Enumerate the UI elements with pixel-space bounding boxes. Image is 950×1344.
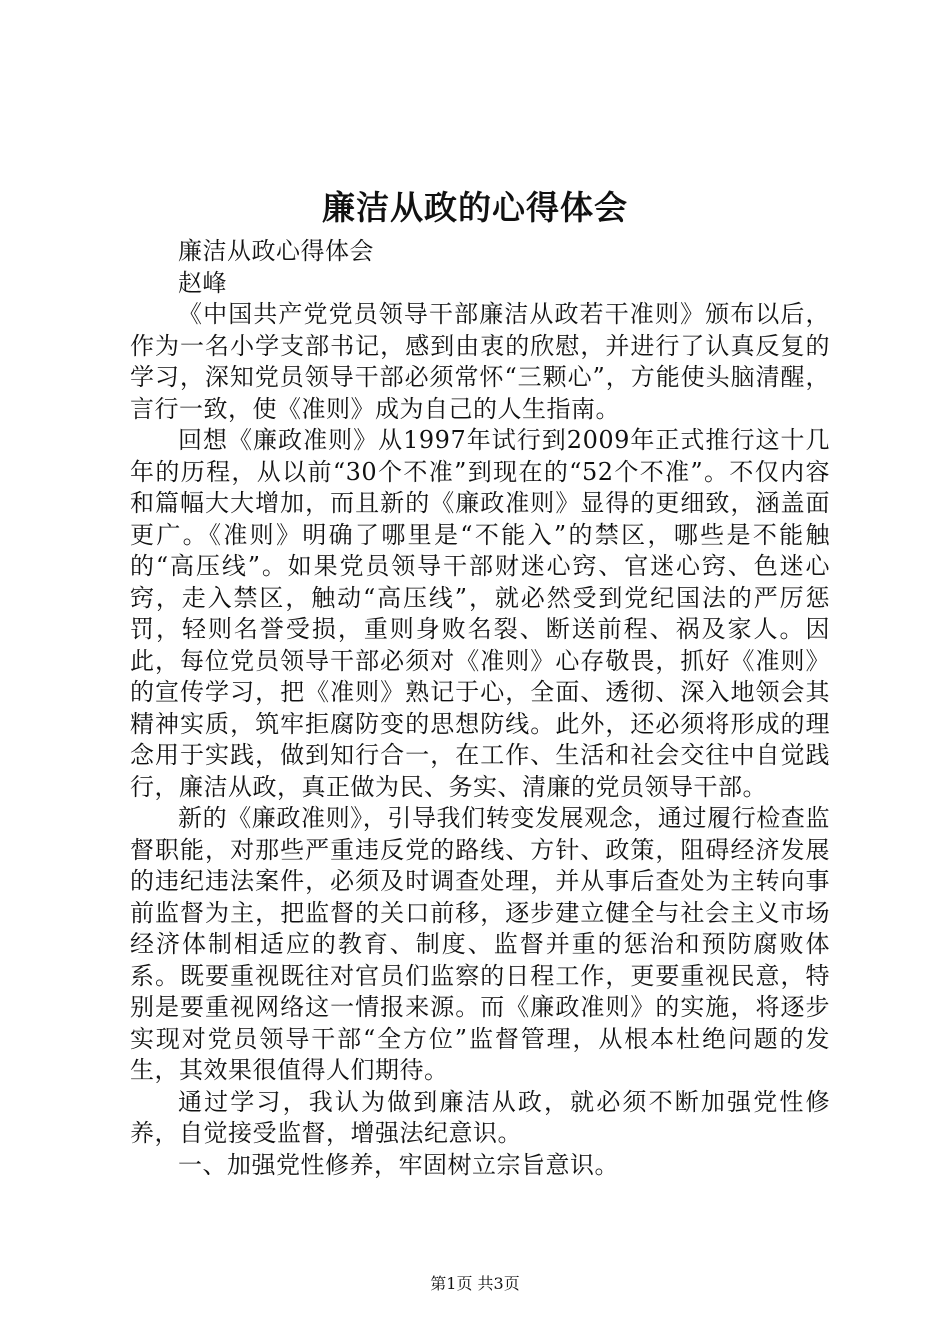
body-paragraph: 《中国共产党党员领导干部廉洁从政若干准则》颁布以后，作为一名小学支部书记，感到由衷的欣慰，并进行了认真反复的学习，深知党员领导干部必须常怀“三颗心”，方能使头脑清醒，言行一致，使《准则》成为自己的人生指南。 [130, 300, 830, 423]
page-footer: 第1页 共3页 [430, 1274, 520, 1293]
subtitle-paragraph: 廉洁从政心得体会 [178, 237, 374, 265]
author-paragraph: 赵峰 [178, 268, 227, 297]
body-paragraph: 回想《廉政准则》从1997年试行到2009年正式推行这十几年的历程，从以前“30个不准”到现在的“52个不准”。不仅内容和篇幅大大增加，而且新的《廉政准则》显得的更细致，涵盖面更广。《准则》明确了哪里是“不能入”的禁区，哪些是不能触的“高压线”。如果党员领导干部财迷心窍、官迷心窍、色迷心窍，走入禁区，触动“高压线”，就必然受到党纪国法的严厉惩罚，轻则名誉受损，重则身败名裂、断送前程、祸及家人。因此，每位党员领导干部必须对《准则》心存敬畏，抓好《准则》的宣传学习，把《准则》熟记于心，全面、透彻、深入地领会其精神实质，筑牢拒腐防变的思想防线。此外，还必须将形成的理念用于实践，做到知行合一，在工作、生活和社会交往中自觉践行，廉洁从政，真正做为民、务实、清廉的党员领导干部。 [130, 426, 830, 801]
body-paragraph: 通过学习，我认为做到廉洁从政，就必须不断加强党性修养，自觉接受监督，增强法纪意识。 [130, 1087, 830, 1147]
body-paragraph: 新的《廉政准则》，引导我们转变发展观念，通过履行检查监督职能，对那些严重违反党的路线、方针、政策，阻碍经济发展的违纪违法案件，必须及时调查处理，并从事后查处为主转向事前监督为主，把监督的关口前移，逐步建立健全与社会主义市场经济体制相适应的教育、制度、监督并重的惩治和预防腐败体系。既要重视既往对官员们监察的日程工作，更要重视民意，特别是要重视网络这一情报来源。而《廉政准则》的实施，将逐步实现对党员领导干部“全方位”监督管理，从根本杜绝问题的发生，其效果很值得人们期待。 [130, 804, 830, 1084]
document-title: 廉洁从政的心得体会 [322, 188, 628, 227]
section-heading: 一、加强党性修养，牢固树立宗旨意识。 [178, 1150, 619, 1179]
document-body [130, 236, 830, 1181]
